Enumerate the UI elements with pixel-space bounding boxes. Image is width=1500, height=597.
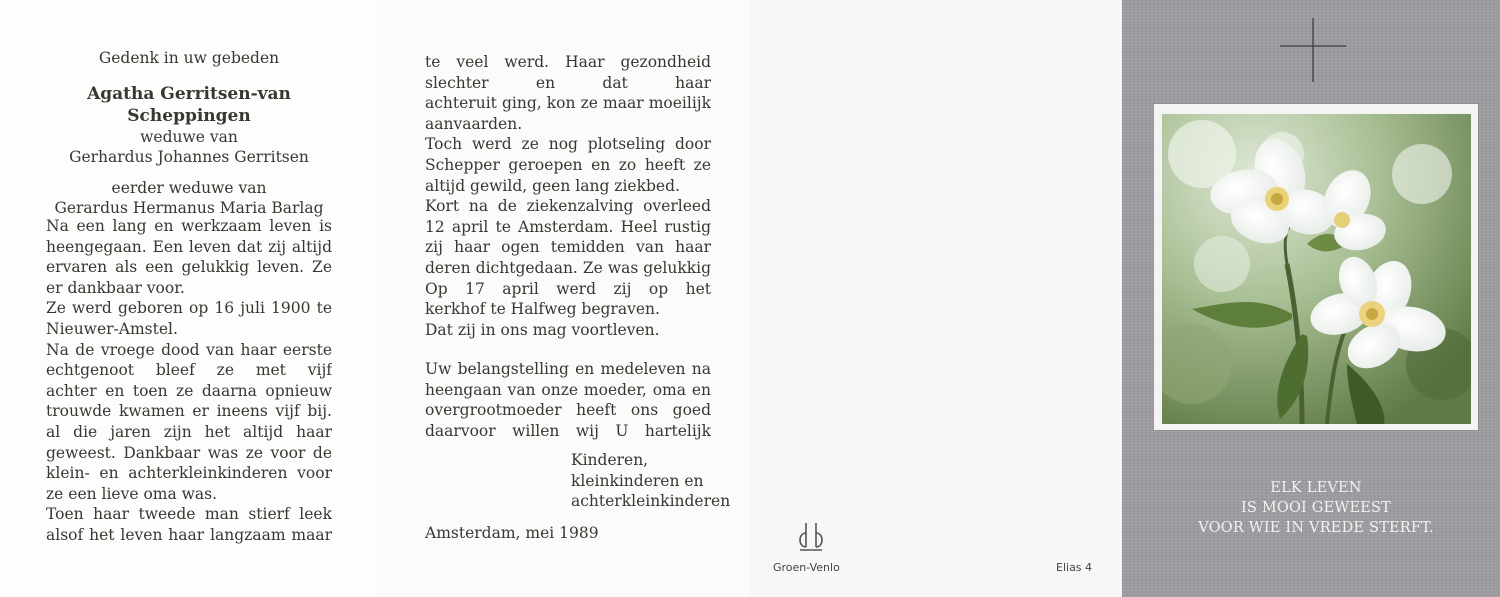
cross-icon <box>1280 18 1346 82</box>
text-line: geweest. Dankbaar was ze voor de <box>46 443 332 462</box>
text-line: altijd gewild, geen lang ziekbed. <box>425 176 680 195</box>
text-line: Nieuwer-Amstel. <box>46 319 178 338</box>
heading-block <box>46 48 332 219</box>
text-line: Kort na de ziekenzalving overleed <box>425 197 711 216</box>
text-line: zij haar ogen temidden van haar <box>425 238 711 257</box>
motto-line: IS MOOI GEWEEST <box>1240 500 1392 516</box>
dateline: Amsterdam, mei 1989 <box>425 524 599 542</box>
text-line: Kinderen, <box>571 451 649 469</box>
text-line: deren dichtgedaan. Ze was gelukkig <box>425 258 711 277</box>
publisher-name: Groen-Venlo <box>773 561 840 574</box>
text-line: slechter en dat haar <box>425 73 711 92</box>
text-line: achteruit ging, kon ze maar moeilijk <box>425 94 711 113</box>
text-line: heengegaan. Een leven dat zij altijd <box>46 237 332 256</box>
publisher-logo-icon <box>796 521 826 553</box>
text-line: Toen haar tweede man stierf leek <box>46 505 332 524</box>
text-line: heengaan van onze moeder, oma en <box>425 380 711 399</box>
text-line: kerkhof te Halfweg begraven. <box>425 300 660 319</box>
text-line: te veel werd. Haar gezondheid <box>425 53 711 71</box>
white-blossom-photo <box>1162 114 1471 424</box>
earlier-widow-label: eerder weduwe van <box>111 178 267 197</box>
cover-motto <box>1166 478 1466 538</box>
text-line: ervaren als een gelukkig leven. Ze <box>46 258 332 277</box>
text-line: 12 april te Amsterdam. Heel rustig <box>425 217 711 236</box>
text-line: daarvoor willen wij U hartelijk <box>425 421 711 440</box>
text-line: klein- en achterkleinkinderen voor <box>46 464 332 483</box>
text-line: aanvaarden. <box>425 114 523 133</box>
text-line: Na de vroege dood van haar eerste <box>46 340 332 359</box>
motto-line: ELK LEVEN <box>1270 480 1362 496</box>
text-line: Schepper geroepen en zo heeft ze <box>425 155 711 174</box>
text-line: Dat zij in ons mag voortleven. <box>425 320 660 339</box>
text-line: kleinkinderen en <box>571 471 704 490</box>
back-panel <box>750 0 1122 597</box>
thanks-paragraph <box>425 359 711 441</box>
text-line: overgrootmoeder heeft ons goed <box>425 401 711 420</box>
prayer-heading: Gedenk in uw gebeden <box>98 49 280 67</box>
text-line: achter en toen ze daarna opnieuw <box>46 381 332 400</box>
signoff-block <box>571 450 751 512</box>
text-line: Op 17 april werd zij op het <box>425 279 711 298</box>
husband-1-name: Gerhardus Johannes Gerritsen <box>69 148 309 167</box>
husband-2-name: Gerardus Hermanus Maria Barlag <box>54 199 324 218</box>
text-line: Ze werd geboren op 16 juli 1900 te <box>46 299 332 318</box>
text-line: achterkleinkinderen <box>571 492 731 511</box>
biography-right-column <box>425 52 711 340</box>
card-model: Elias 4 <box>1056 561 1093 574</box>
inner-left-panel <box>0 0 376 597</box>
text-line: echtgenoot bleef ze met vijf <box>46 361 332 380</box>
text-line: er dankbaar voor. <box>46 278 185 297</box>
motto-line: VOOR WIE IN VREDE STERFT. <box>1198 520 1434 536</box>
text-line: trouwde kwamen er ineens vijf bij. <box>46 402 332 421</box>
widow-of-label: weduwe van <box>140 127 238 146</box>
biography-left-column <box>46 216 332 546</box>
photo-frame <box>1154 104 1478 430</box>
text-line: Uw belangstelling en medeleven na <box>425 360 711 378</box>
text-line: ze een lieve oma was. <box>46 484 218 503</box>
deceased-name: Agatha Gerritsen-van Scheppingen <box>87 83 291 126</box>
text-line: Na een lang en werkzaam leven is <box>46 217 332 235</box>
text-line: al die jaren zijn het altijd haar <box>46 422 332 441</box>
text-line: alsof het leven haar langzaam maar <box>46 525 332 544</box>
text-line: Toch werd ze nog plotseling door <box>425 135 711 154</box>
